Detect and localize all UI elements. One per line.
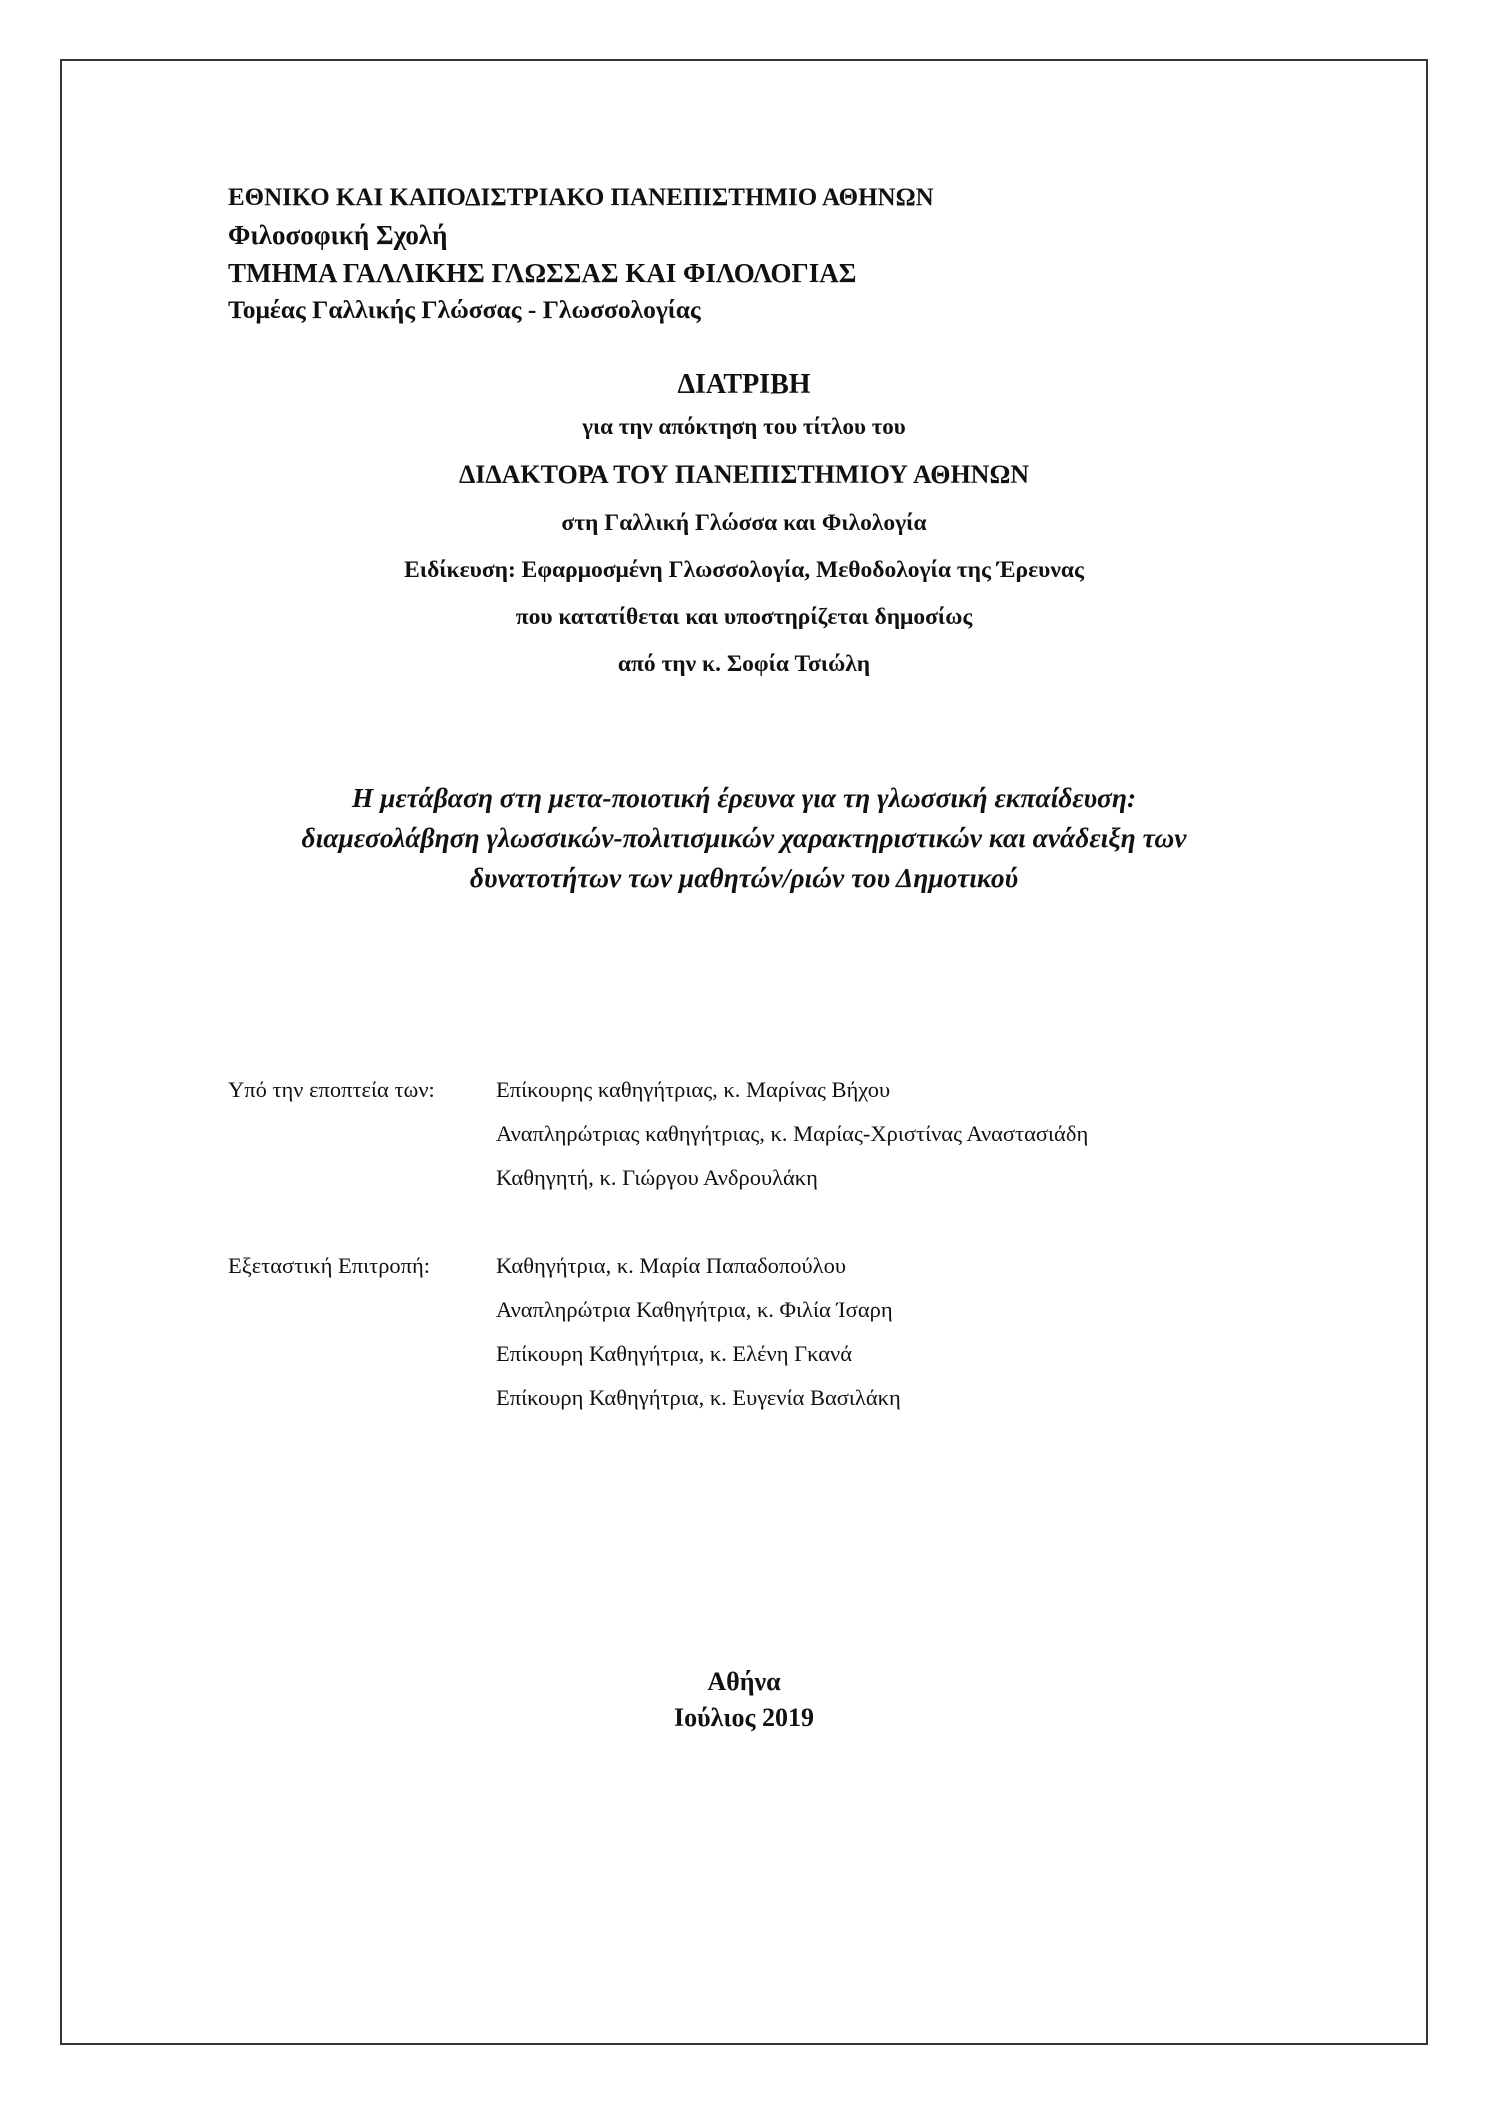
examiner-3: Επίκουρη Καθηγήτρια, κ. Ελένη Γκανά — [496, 1341, 852, 1366]
examiner-4: Επίκουρη Καθηγήτρια, κ. Ευγενία Βασιλάκη — [496, 1385, 901, 1410]
thesis-purpose: για την απόκτηση του τίτλου του — [582, 414, 906, 439]
thesis-author: από την κ. Σοφία Τσιώλη — [617, 651, 871, 677]
place-date — [60, 1664, 1428, 1736]
supervisor-3: Καθηγητή, κ. Γιώργου Ανδρουλάκη — [496, 1165, 818, 1190]
thesis-type: ΔΙΑΤΡΙΒΗ — [677, 369, 811, 400]
supervisor-2: Αναπληρώτριας καθηγήτριας, κ. Μαρίας-Χριστίνας Αναστασιάδη — [496, 1121, 1089, 1146]
page-border — [60, 59, 1428, 2045]
supervisor-1: Επίκουρης καθηγήτριας, κ. Μαρίνας Βήχου — [496, 1077, 891, 1102]
supervision-label: Υπό την εποπτεία των: — [228, 1077, 435, 1102]
thesis-field: στη Γαλλική Γλώσσα και Φιλολογία — [561, 510, 927, 536]
thesis-degree: ΔΙΔΑΚΤΟΡΑ ΤΟΥ ΠΑΝΕΠΙΣΤΗΜΙΟΥ ΑΘΗΝΩΝ — [458, 460, 1030, 489]
thesis-submission: που κατατίθεται και υποστηρίζεται δημοσίως — [515, 604, 973, 630]
examiner-1: Καθηγήτρια, κ. Μαρία Παπαδοπούλου — [496, 1253, 846, 1278]
examination-committee — [228, 1244, 901, 1420]
thesis-title — [60, 778, 1428, 898]
title-line-1: Η μετάβαση στη μετα-ποιοτική έρευνα για τη γλωσσική εκπαίδευση: — [351, 782, 1137, 813]
date: Ιούλιος 2019 — [674, 1703, 814, 1732]
department-name: ΤΜΗΜΑ ΓΑΛΛΙΚΗΣ ΓΛΩΣΣΑΣ ΚΑΙ ΦΙΛΟΛΟΓΙΑΣ — [228, 257, 857, 288]
examiner-2: Αναπληρώτρια Καθηγήτρια, κ. Φιλία Ίσαρη — [496, 1297, 893, 1322]
examination-label: Εξεταστική Επιτροπή: — [228, 1253, 431, 1278]
title-line-3: δυνατοτήτων των μαθητών/ριών του Δημοτικού — [469, 862, 1019, 893]
school-name: Φιλοσοφική Σχολή — [228, 219, 448, 250]
sector-name: Τομέας Γαλλικής Γλώσσας - Γλωσσολογίας — [228, 295, 701, 325]
city: Αθήνα — [707, 1667, 781, 1696]
supervision-committee — [228, 1068, 1088, 1200]
thesis-info — [60, 366, 1428, 688]
university-name: ΕΘΝΙΚΟ ΚΑΙ ΚΑΠΟΔΙΣΤΡΙΑΚΟ ΠΑΝΕΠΙΣΤΗΜΙΟ ΑΘΗΝΩΝ — [228, 184, 934, 211]
institution-header — [228, 180, 934, 328]
title-line-2: διαμεσολάβηση γλωσσικών-πολιτισμικών χαρακτηριστικών και ανάδειξη των — [301, 822, 1187, 853]
thesis-specialization: Ειδίκευση: Εφαρμοσμένη Γλωσσολογία, Μεθοδολογία της Έρευνας — [404, 557, 1084, 583]
